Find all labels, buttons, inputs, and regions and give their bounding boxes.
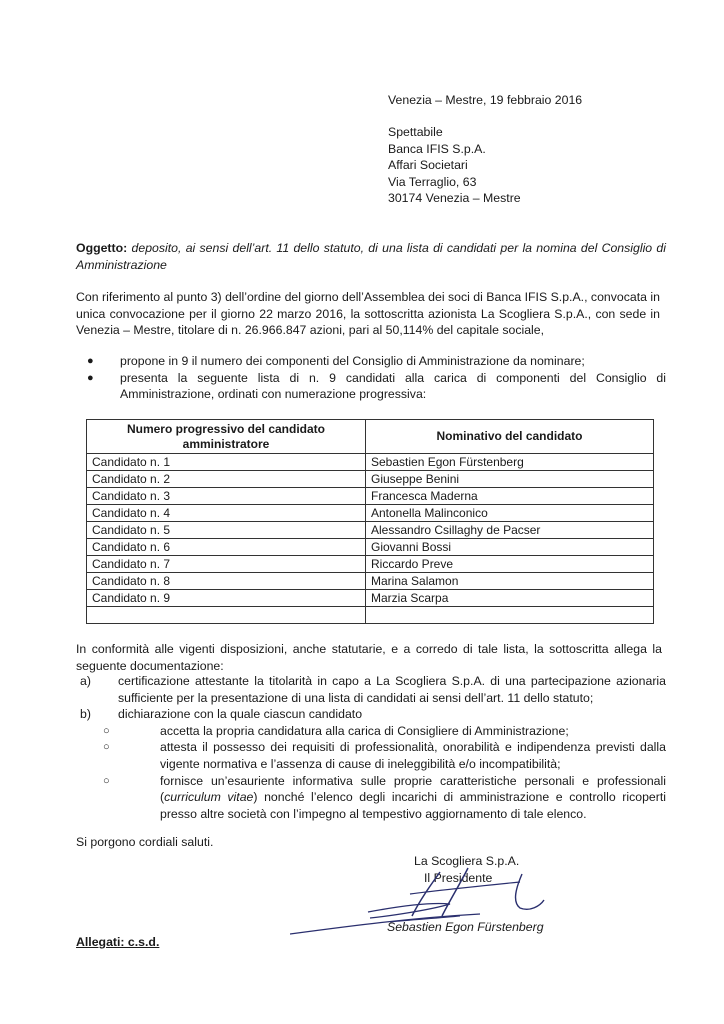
- subject-text: deposito, ai sensi dell’art. 11 dello statuto, di una lista di candidati per la nomina del Consiglio di Amministrazione: [76, 241, 666, 272]
- bullet-icon: ●: [87, 371, 94, 384]
- subject-label: Oggetto:: [76, 241, 128, 255]
- table-cell: Candidato n. 8: [87, 573, 366, 590]
- table-cell: Candidato n. 2: [87, 471, 366, 488]
- table-cell: Alessandro Csillaghy de Pacser: [366, 522, 654, 539]
- list-item-text: fornisce un’esauriente informativa sulle proprie caratteristiche personali e professionali (: [160, 773, 666, 805]
- table-cell: Candidato n. 4: [87, 505, 366, 522]
- table-row: [87, 573, 654, 590]
- list-marker: a): [80, 674, 91, 688]
- intro-paragraph: Con riferimento al punto 3) dell’ordine del giorno dell’Assemblea dei soci di Banca IFIS S.p.A., convocata in unica convocazione per il giorno 22 marzo 2016, la sottoscritta azionista La Scogliera S.p.A., con sede in Venezia – Mestre, titolare di n. 26.966.847 azioni, pari al 50,114% del capitale sociale,: [76, 290, 660, 338]
- candidates-table: [86, 419, 654, 624]
- table-row: [87, 454, 654, 471]
- bullet-icon: ●: [87, 355, 94, 367]
- table-cell: Marina Salamon: [366, 573, 654, 590]
- sub-list-item: [76, 739, 666, 772]
- table-cell: Giovanni Bossi: [366, 539, 654, 556]
- list-item: [76, 706, 666, 723]
- circle-bullet-icon: ○: [103, 741, 110, 754]
- table-row: [87, 488, 654, 505]
- table-cell: Giuseppe Benini: [366, 471, 654, 488]
- list-item-text: ) nonché l’elenco degli incarichi di amministrazione e controllo ricoperti presso altre società con l’impegno al tempestivo aggiornamento di tale elenco.: [160, 790, 667, 821]
- addressee-block: [388, 124, 521, 207]
- table-row: [87, 522, 654, 539]
- list-item-text: dichiarazione con la quale ciascun candidato: [118, 707, 363, 722]
- conformity-paragraph: In conformità alle vigenti disposizioni, anche statutarie, e a corredo di tale lista, la sottoscritta allega la seguente documentazione:: [76, 642, 662, 673]
- table-row: [87, 607, 654, 624]
- proposal-list: [76, 353, 666, 403]
- documents-list: [76, 673, 666, 822]
- circle-bullet-icon: ○: [103, 724, 110, 737]
- table-cell: Sebastien Egon Fürstenberg: [366, 454, 654, 471]
- table-cell: Candidato n. 7: [87, 556, 366, 573]
- table-cell: Candidato n. 3: [87, 488, 366, 505]
- table-cell: Riccardo Preve: [366, 556, 654, 573]
- table-cell: Candidato n. 9: [87, 590, 366, 607]
- list-item-text: attesta il possesso dei requisiti di professionalità, onorabilità e indipendenza previsti dalla vigente normativa e l’assenza di cause di ineleggibilità e/o incompatibilità;: [160, 740, 666, 771]
- signer-company: La Scogliera S.p.A.: [414, 854, 520, 868]
- signer-name: Sebastien Egon Fürstenberg: [387, 920, 544, 934]
- table-row: [87, 505, 654, 522]
- list-item-text: presenta la seguente lista di n. 9 candidati alla carica di componenti del Consiglio di Amministrazione, ordinati con numerazione progressiva:: [120, 370, 666, 402]
- table-row: [87, 539, 654, 556]
- list-item-text: accetta la propria candidatura alla carica di Consigliere di Amministrazione;: [160, 723, 569, 738]
- table-row: [87, 471, 654, 488]
- list-marker: b): [80, 707, 91, 722]
- table-header-row: [87, 420, 654, 454]
- closing-salutation: Si porgono cordiali saluti.: [76, 835, 214, 849]
- table-cell: Candidato n. 6: [87, 539, 366, 556]
- list-item-text: propone in 9 il numero dei componenti del Consiglio di Amministrazione da nominare;: [120, 354, 585, 368]
- table-cell: Candidato n. 1: [87, 454, 366, 471]
- column-header: Numero progressivo del candidato amministratore: [87, 420, 366, 454]
- date-line: Venezia – Mestre, 19 febbraio 2016: [388, 93, 583, 107]
- table-row: [87, 590, 654, 607]
- addressee-line: Via Terraglio, 63: [388, 174, 477, 189]
- subject-line: [76, 240, 666, 273]
- table-cell: [366, 607, 654, 624]
- table-cell: Antonella Malinconico: [366, 505, 654, 522]
- circle-bullet-icon: ○: [103, 774, 110, 787]
- addressee-line: Banca IFIS S.p.A.: [388, 141, 486, 156]
- table-cell: Candidato n. 5: [87, 522, 366, 539]
- addressee-line: Spettabile: [388, 125, 443, 139]
- table-row: [87, 556, 654, 573]
- addressee-line: Affari Societari: [388, 158, 468, 173]
- list-item-italic: curriculum vitae: [164, 790, 254, 805]
- addressee-line: 30174 Venezia – Mestre: [388, 191, 521, 206]
- table-cell: Francesca Maderna: [366, 488, 654, 505]
- list-item: [76, 673, 666, 706]
- column-header: Nominativo del candidato: [366, 420, 654, 454]
- sub-list-item: [76, 723, 666, 740]
- list-item: [76, 353, 666, 370]
- sub-list-item: [76, 773, 666, 823]
- table-cell: Marzia Scarpa: [366, 590, 654, 607]
- signer-title: Il Presidente: [424, 871, 493, 885]
- list-item: [76, 370, 666, 403]
- table-cell: [87, 607, 366, 624]
- attachments-line: Allegati: c.s.d.: [76, 935, 160, 949]
- list-item-text: certificazione attestante la titolarità in capo a La Scogliera S.p.A. di una partecipazione azionaria sufficiente per la presentazione di una lista di candidati ai sensi dell’art. 11 dello statuto;: [118, 674, 666, 705]
